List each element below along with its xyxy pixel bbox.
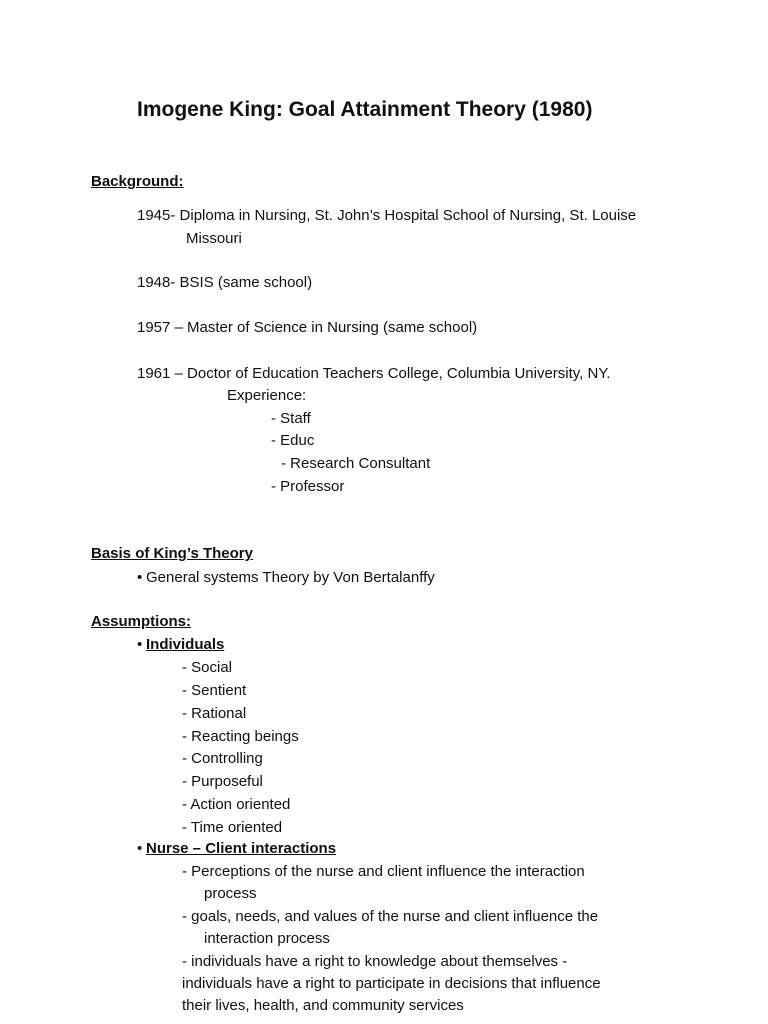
nurse-client-line: process [204, 885, 257, 902]
background-entry: 1961 – Doctor of Education Teachers College, Columbia University, NY. [137, 365, 611, 382]
nurse-client-heading: Nurse – Client interactions [146, 840, 337, 857]
background-heading: Background: [91, 173, 184, 190]
individuals-item: - Rational [182, 705, 247, 722]
background-entry: 1945- Diploma in Nursing, St. John’s Hospital School of Nursing, St. Louise [137, 207, 637, 224]
nurse-client-line: interaction process [204, 930, 330, 947]
individuals-item: - Controlling [182, 750, 263, 767]
bullet-icon: • [137, 636, 143, 653]
experience-item: - Research Consultant [281, 455, 431, 472]
individuals-item: - Sentient [182, 682, 247, 699]
nurse-client-line: - goals, needs, and values of the nurse and client influence the [182, 908, 599, 925]
bullet-icon: • [137, 840, 143, 857]
experience-item: - Staff [271, 410, 311, 427]
background-entry: 1948- BSIS (same school) [137, 274, 313, 291]
experience-label: Experience: [227, 387, 307, 404]
individuals-item: - Social [182, 659, 233, 676]
experience-item: - Professor [271, 478, 345, 495]
basis-item: General systems Theory by Von Bertalanffy [146, 569, 435, 586]
assumptions-heading: Assumptions: [91, 613, 192, 630]
nurse-client-line: their lives, health, and community services [182, 997, 464, 1014]
individuals-item: - Time oriented [182, 819, 283, 836]
nurse-client-line: - individuals have a right to knowledge about themselves - [182, 953, 568, 970]
basis-heading: Basis of King’s Theory [91, 545, 253, 562]
nurse-client-line: individuals have a right to participate in decisions that influence [182, 975, 601, 992]
individuals-item: - Action oriented [182, 796, 291, 813]
experience-item: - Educ [271, 432, 315, 449]
individuals-item: - Purposeful [182, 773, 263, 790]
page-title: Imogene King: Goal Attainment Theory (1980) [137, 98, 593, 121]
background-entry-continuation: Missouri [186, 230, 242, 247]
individuals-heading: Individuals [146, 636, 225, 653]
individuals-item: - Reacting beings [182, 728, 299, 745]
bullet-icon: • [137, 569, 143, 586]
nurse-client-line: - Perceptions of the nurse and client influence the interaction [182, 863, 585, 880]
background-entry: 1957 – Master of Science in Nursing (same school) [137, 319, 478, 336]
